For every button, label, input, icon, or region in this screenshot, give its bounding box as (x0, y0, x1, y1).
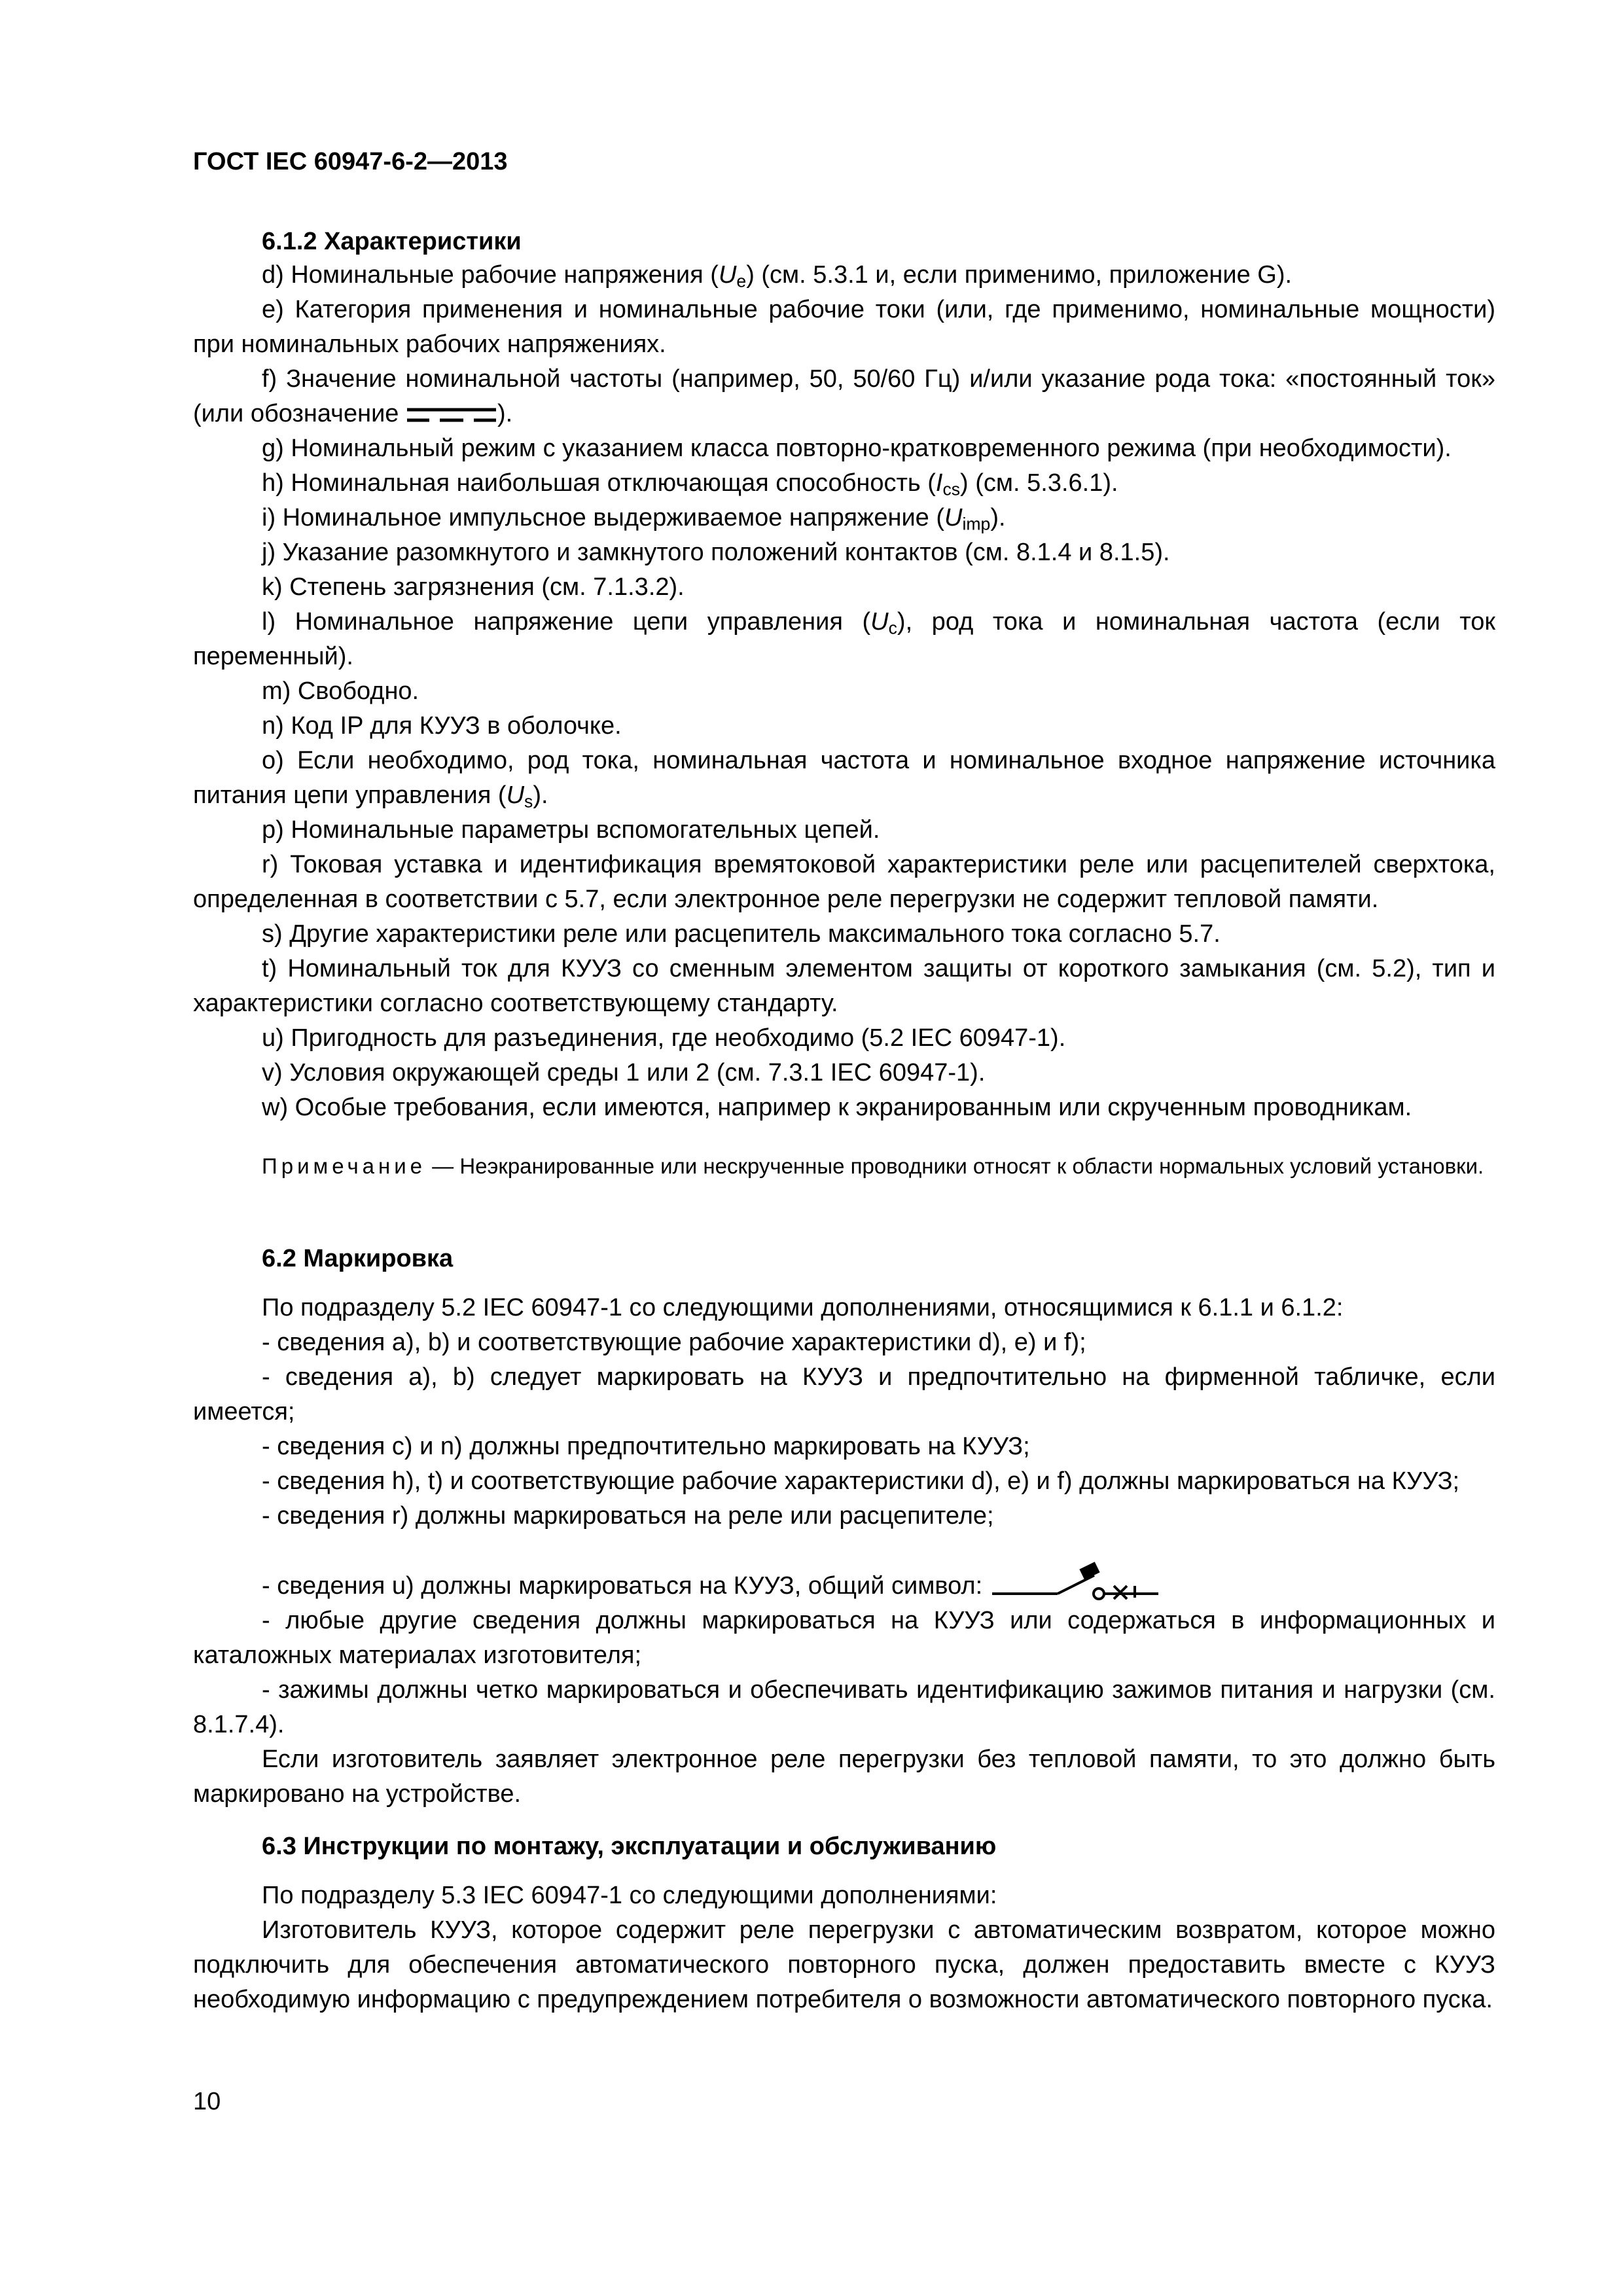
note-label: Примечание (262, 1154, 427, 1178)
section-6-1-2-title: 6.1.2 Характеристики (262, 228, 522, 255)
item-m: m) Свободно. (262, 677, 419, 705)
item-d: d) Номинальные рабочие напряжения $(U_e)$ (см. 5.3.1 и, если применимо, приложение G). (262, 261, 1293, 291)
item-h: h) Номинальная наибольшая отключающая способность $(I_{cs})$ (см. 5.3.6.1). (262, 469, 1118, 499)
document-header: ГОСТ IEC 60947-6-2—2013 (193, 148, 508, 175)
item-s: s) Другие характеристики реле или расцепитель максимального тока согласно 5.7. (262, 920, 1221, 948)
page-number: 10 (193, 2088, 221, 2115)
item-k: k) Степень загрязнения (см. 7.1.3.2). (262, 573, 685, 601)
marking-bullet-8: - зажимы должны четко маркироваться и обеспечивать идентификацию зажимов питания и нагрузки (см. 8.1.7.4). (193, 1676, 1495, 1738)
item-i: i) Номинальное импульсное выдерживаемое напряжение $(U_{imp})$. (262, 504, 1006, 534)
item-t: t) Номинальный ток для КУУЗ со сменным элементом защиты от короткого замыкания (см. 5.2), тип и характеристики согласно соответствующему стандарту. (193, 955, 1495, 1017)
marking-bullet-5: - сведения r) должны маркироваться на реле или расцепителе; (262, 1502, 994, 1530)
item-e: е) Категория применения и номинальные рабочие токи (или, где применимо, номинальные мощности) при номинальных рабочих напряжениях. (193, 296, 1495, 358)
marking-bullet-7: - любые другие сведения должны маркироваться на КУУЗ или содержаться в информационных и каталожных материалах изготовителя; (193, 1607, 1495, 1669)
section-6-2-title: 6.2 Маркировка (262, 1245, 454, 1272)
section-6-3-body (193, 1878, 1495, 2017)
dc-symbol-icon (406, 406, 497, 424)
item-j: j) Указание разомкнутого и замкнутого положений контактов (см. 8.1.4 и 8.1.5). (262, 539, 1170, 566)
instructions-paragraph: Изготовитель КУУЗ, которое содержит реле перегрузки с автоматическим возвратом, которое можно подключить для обеспечения автоматического повторного пуска, должен предоставить вместе с КУУЗ необходимую информацию с предупреждением потребителя о возможности автоматического повторного пуска. (193, 1916, 1495, 2013)
section-6-1-2-body (193, 258, 1495, 1125)
marking-bullet-4: - сведения h), t) и соответствующие рабочие характеристики d), е) и f) должны маркироваться на КУУЗ; (262, 1467, 1460, 1495)
item-g: g) Номинальный режим с указанием класса повторно-кратковременного режима (при необходимости). (262, 435, 1452, 462)
marking-intro: По подразделу 5.2 IEC 60947-1 со следующими дополнениями, относящимися к 6.1.1 и 6.1.2: (262, 1294, 1344, 1321)
item-f: f) Значение номинальной частоты (например, 50, 50/60 Гц) и/или указание рода тока: «постоянный ток» (или обозначение ). (193, 365, 1495, 427)
instructions-intro: По подразделу 5.3 IEC 60947-1 со следующими дополнениями: (262, 1882, 997, 1909)
marking-bullet-6: - сведения u) должны маркироваться на КУУЗ, общий символ: (193, 1560, 1495, 1604)
note (193, 1151, 1495, 1182)
marking-closing: Если изготовитель заявляет электронное реле перегрузки без тепловой памяти, то это должно быть маркировано на устройстве. (193, 1746, 1495, 1808)
note-text: — Неэкранированные или нескрученные проводники относят к области нормальных условий установки. (426, 1154, 1484, 1178)
item-p: p) Номинальные параметры вспомогательных цепей. (262, 816, 880, 844)
section-6-3-title: 6.3 Инструкции по монтажу, эксплуатации и обслуживанию (262, 1833, 997, 1860)
section-6-2-body (193, 1291, 1495, 1812)
marking-bullet-2: - сведения а), b) следует маркировать на КУУЗ и предпочтительно на фирменной табличке, если имеется; (193, 1363, 1495, 1426)
item-r: r) Токовая уставка и идентификация времятоковой характеристики реле или расцепителей сверхтока, определенная в соответствии с 5.7, если электронное реле перегрузки не содержит тепловой памяти. (193, 851, 1495, 913)
item-w: w) Особые требования, если имеются, например к экранированным или скрученным проводникам. (262, 1094, 1412, 1121)
item-u: u) Пригодность для разъединения, где необходимо (5.2 IEC 60947-1). (262, 1024, 1066, 1052)
marking-bullet-1: - сведения а), b) и соответствующие рабочие характеристики d), е) и f); (262, 1329, 1086, 1356)
item-v: v) Условия окружающей среды 1 или 2 (см. 7.3.1 IEC 60947-1). (262, 1059, 986, 1086)
item-l: l) Номинальное напряжение цепи управления $(U_c)$, род тока и номинальная частота (если ток переменный). (193, 608, 1495, 670)
marking-bullet-3: - сведения с) и n) должны предпочтительно маркировать на КУУЗ; (262, 1433, 1030, 1460)
item-o: o) Если необходимо, род тока, номинальная частота и номинальное входное напряжение источника питания цепи управления $(U_s)$. (193, 747, 1495, 812)
isolation-symbol-icon (990, 1560, 1160, 1602)
item-n: n) Код IP для КУУЗ в оболочке. (262, 712, 622, 740)
